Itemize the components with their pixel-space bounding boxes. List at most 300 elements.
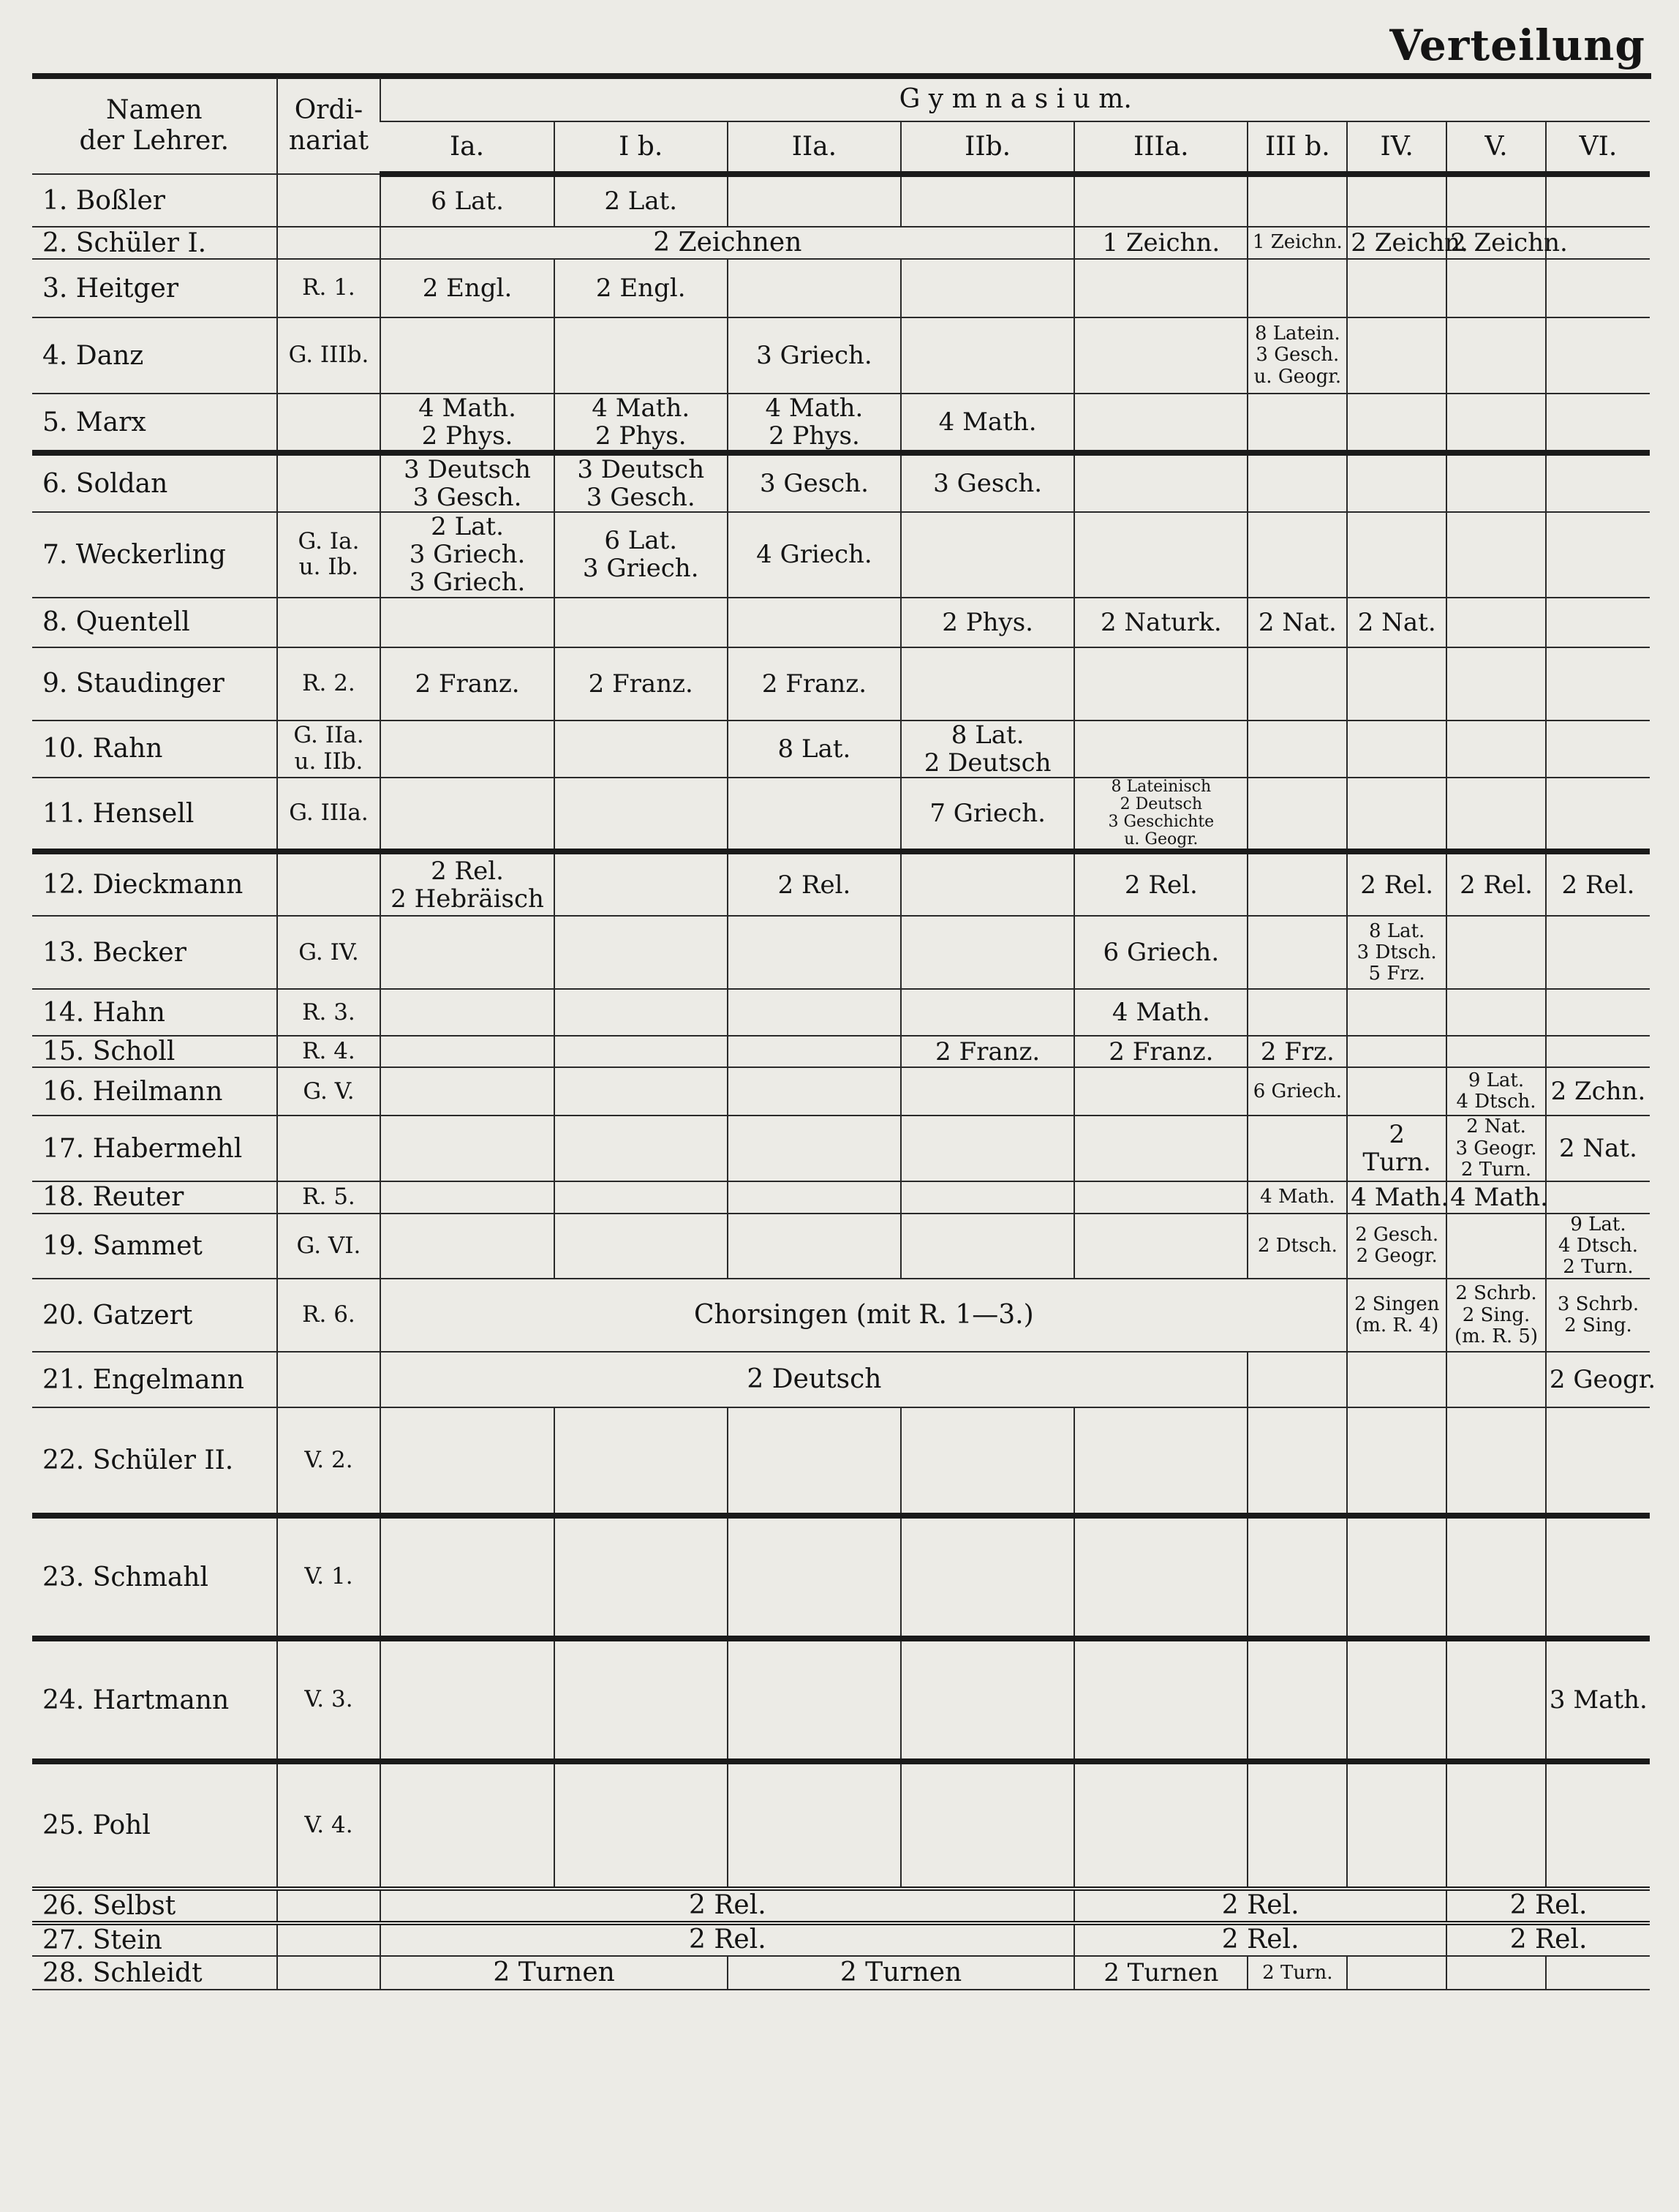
cell-line: 2 Sing. — [1564, 1314, 1632, 1337]
subject-cell-ib — [554, 453, 728, 512]
cell-line: 2 Rel. — [1221, 1890, 1299, 1921]
cell-line: 2 Phys. — [595, 421, 687, 451]
ordinariat-cell — [277, 916, 381, 989]
cell-line: 2 Turnen — [493, 1957, 615, 1987]
subject-cell-iia — [728, 1214, 901, 1279]
subject-cell-ib — [554, 259, 728, 317]
cell-line: 3 Dtsch. — [1357, 941, 1437, 963]
subject-cell-v — [1446, 1516, 1546, 1639]
cell-line: 4 Math. — [418, 394, 516, 423]
subject-cell-v — [1446, 394, 1546, 453]
cell-line: 2 Rel. — [1561, 870, 1635, 900]
cell-line: 2 Turn. — [1460, 1158, 1532, 1181]
subject-cell-iv — [1347, 778, 1446, 852]
subject-cell-iv — [1347, 1036, 1446, 1067]
subject-cell-vi — [1546, 851, 1650, 916]
teacher-row — [32, 394, 1650, 453]
subject-cell-iia — [728, 851, 901, 916]
cell-line: 2 — [1389, 1120, 1405, 1150]
subject-cell-ib — [554, 1214, 728, 1279]
cell-line: 8 Lat. — [1369, 919, 1425, 942]
cell-line: 2 Deutsch — [747, 1363, 882, 1394]
teacher-row — [32, 174, 1650, 227]
subject-cell-ia — [380, 647, 554, 721]
cell-line: (m. R. 4) — [1355, 1314, 1439, 1337]
cell-line: 3 Schrb. — [1557, 1293, 1640, 1315]
subject-cell-iiia — [1074, 394, 1248, 453]
teacher-name: 14. Hahn — [32, 989, 277, 1036]
subject-cell-v — [1446, 512, 1546, 597]
cell-line: 2 Franz. — [588, 669, 693, 699]
cell-line: 3 Gesch. — [933, 469, 1043, 499]
cell-line: 4 Math. — [1260, 1186, 1335, 1208]
cell-line: 3 Gesch. — [759, 469, 869, 499]
teacher-row — [32, 778, 1650, 852]
ordinariat-header-line: nariat — [288, 125, 369, 156]
subject-cell-iv — [1347, 989, 1446, 1036]
cell-line: 3 Geogr. — [1455, 1137, 1537, 1159]
teacher-name: 5. Marx — [32, 394, 277, 453]
subject-cell-iib — [901, 1214, 1074, 1279]
subject-cell-v — [1446, 1639, 1546, 1761]
cell-line: 3 Gesch. — [1256, 344, 1340, 366]
subject-cell-ib — [554, 1036, 728, 1067]
subject-cell-iv — [1347, 1639, 1446, 1761]
subject-cell-v — [1446, 721, 1546, 778]
ordinariat-cell — [277, 1889, 381, 1923]
teacher-row — [32, 1761, 1650, 1889]
cell-line: 2 Phys. — [769, 421, 860, 451]
subject-cell-iia — [728, 778, 901, 852]
cell-line: 2 Rel. — [688, 1890, 766, 1921]
cell-line: 1 Zeichn. — [1252, 231, 1343, 254]
cell-line: R. 2. — [302, 669, 355, 696]
subject-cell-iib — [901, 453, 1074, 512]
cell-line: 2 Rel. — [777, 870, 851, 900]
teacher-row — [32, 1889, 1650, 1923]
subject-cell-iia — [728, 598, 901, 647]
subject-cell-iia — [728, 1067, 901, 1116]
spanning-subject-cell — [1074, 1923, 1446, 1956]
teacher-name: 12. Dieckmann — [32, 851, 277, 916]
subject-cell-v — [1446, 778, 1546, 852]
cell-line: u. IIb. — [294, 748, 363, 775]
subject-cell-v — [1446, 851, 1546, 916]
subject-cell-iib — [901, 1407, 1074, 1516]
subject-cell-v — [1446, 1956, 1546, 1990]
subject-cell-ib — [554, 174, 728, 227]
subject-cell-ia — [380, 598, 554, 647]
subject-cell-iia — [728, 721, 901, 778]
subject-cell-iiib — [1248, 1214, 1347, 1279]
subject-cell-iib — [901, 1181, 1074, 1214]
cell-line: 3 Griech. — [756, 340, 872, 370]
subject-cell-iv — [1347, 1067, 1446, 1116]
ordinariat-cell — [277, 1761, 381, 1889]
cell-line: 8 Lateinisch — [1111, 777, 1212, 796]
teacher-row — [32, 598, 1650, 647]
teacher-name: 18. Reuter — [32, 1181, 277, 1214]
cell-line: 3 Deutsch — [404, 455, 531, 485]
subject-cell-iia — [728, 916, 901, 989]
cell-line: 2 Turn. — [1262, 1961, 1333, 1984]
subject-cell-ia — [380, 778, 554, 852]
subject-cell-iv — [1347, 227, 1468, 259]
subject-cell-iiib — [1248, 916, 1347, 989]
subject-cell-v — [1446, 1761, 1546, 1889]
cell-line: G. Ia. — [298, 527, 360, 554]
subject-cell-v — [1446, 227, 1568, 259]
cell-line: 9 Lat. — [1468, 1069, 1525, 1092]
subject-cell-iiia — [1074, 647, 1248, 721]
cell-line: 2 Phys. — [942, 607, 1033, 637]
subject-cell-iiib — [1248, 174, 1347, 227]
subject-cell-v — [1446, 1407, 1546, 1516]
subject-cell-vi — [1546, 512, 1650, 597]
subject-cell-ib — [554, 916, 728, 989]
subject-cell-vi — [1546, 598, 1650, 647]
cell-line: 2 Zeichn. — [1351, 227, 1468, 257]
cell-line: 8 Lat. — [951, 720, 1025, 750]
cell-line: 2 Schrb. — [1455, 1282, 1537, 1305]
subject-cell-vi — [1546, 647, 1650, 721]
names-header-line: Namen — [105, 95, 203, 126]
cell-line: 2 Franz. — [415, 669, 520, 699]
class-header-iiia: IIIa. — [1074, 121, 1248, 174]
cell-line: 2 Franz. — [935, 1037, 1041, 1066]
cell-line: 3 Gesch. — [412, 483, 522, 513]
subject-cell-ia — [380, 851, 554, 916]
subject-cell-iiia — [1074, 1516, 1248, 1639]
subject-cell-iiia — [1074, 851, 1248, 916]
teacher-row — [32, 647, 1650, 721]
subject-cell-iib — [901, 317, 1074, 394]
cell-line: 2 Phys. — [421, 421, 513, 451]
cell-line: 2 Franz. — [1109, 1037, 1214, 1066]
cell-line: 2 Lat. — [431, 512, 504, 542]
cell-line: 3 Griech. — [582, 554, 699, 584]
ordinariat-cell — [277, 394, 381, 453]
subject-cell-iia — [728, 317, 901, 394]
teacher-name: 20. Gatzert — [32, 1279, 277, 1352]
cell-line: 8 Latein. — [1254, 323, 1340, 345]
teacher-row — [32, 1639, 1650, 1761]
class-header-v: V. — [1446, 121, 1546, 174]
subject-cell-ib — [554, 1181, 728, 1214]
subject-cell-iiia — [1074, 1956, 1248, 1990]
subject-cell-ia — [380, 1181, 554, 1214]
subject-cell-iia — [728, 1639, 901, 1761]
teacher-row — [32, 453, 1650, 512]
subject-cell-iib — [901, 394, 1074, 453]
subject-cell-iv — [1347, 916, 1446, 989]
cell-line: 4 Dtsch. — [1558, 1234, 1638, 1257]
subject-cell-vi — [1546, 1639, 1650, 1761]
subject-cell-v — [1446, 1352, 1546, 1407]
class-header-iv: IV. — [1347, 121, 1446, 174]
teacher-row — [32, 1067, 1650, 1116]
ordinariat-cell — [277, 1279, 381, 1352]
subject-cell-ib — [554, 394, 728, 453]
subject-cell-iiia — [1074, 1181, 1248, 1214]
subject-cell-ia — [380, 1214, 554, 1279]
teacher-row — [32, 1352, 1650, 1407]
subject-cell-ia — [380, 721, 554, 778]
subject-cell-iv — [1347, 453, 1446, 512]
teacher-row — [32, 851, 1650, 916]
subject-cell-v — [1446, 453, 1546, 512]
subject-cell-iiib — [1248, 512, 1347, 597]
subject-cell-iiia — [1074, 1067, 1248, 1116]
subject-cell-iiia — [1074, 1116, 1248, 1181]
subject-cell-iib — [901, 1116, 1074, 1181]
teacher-name: 8. Quentell — [32, 598, 277, 647]
subject-cell-iv — [1347, 1352, 1446, 1407]
teacher-row — [32, 227, 1650, 259]
subject-cell-iib — [901, 647, 1074, 721]
teacher-name: 7. Weckerling — [32, 512, 277, 597]
subject-cell-ia — [380, 1516, 554, 1639]
ordinariat-cell — [277, 851, 381, 916]
subject-cell-ia — [380, 1036, 554, 1067]
subject-cell-iia — [728, 647, 901, 721]
subject-cell-iv — [1347, 512, 1446, 597]
subject-cell-iiib — [1248, 1181, 1347, 1214]
ordinariat-cell — [277, 1214, 381, 1279]
class-header-iib: IIb. — [901, 121, 1074, 174]
subject-cell-v — [1446, 317, 1546, 394]
cell-line: 3 Griech. — [409, 540, 526, 570]
cell-line: (m. R. 5) — [1454, 1325, 1539, 1347]
cell-line: 2 Turnen — [840, 1957, 962, 1987]
subject-cell-ib — [554, 647, 728, 721]
teacher-name: 9. Staudinger — [32, 647, 277, 721]
teacher-name: 15. Scholl — [32, 1036, 277, 1067]
cell-line: G. IIIa. — [289, 800, 369, 827]
teacher-row — [32, 317, 1650, 394]
cell-line: 6 Griech. — [1103, 938, 1220, 968]
subject-cell-iib — [901, 598, 1074, 647]
spanning-subject-cell — [380, 1279, 1347, 1352]
ordinariat-cell — [277, 1956, 381, 1990]
class-header-iiib: III b. — [1248, 121, 1347, 174]
subject-cell-vi — [1546, 1181, 1650, 1214]
page-title: Verteilung — [1389, 20, 1645, 70]
teacher-name: 4. Danz — [32, 317, 277, 394]
subject-cell-ib — [554, 1067, 728, 1116]
cell-line: u. Ib. — [298, 554, 359, 581]
subject-cell-ia — [380, 453, 554, 512]
subject-cell-v — [1446, 1116, 1546, 1181]
ordinariat-cell — [277, 174, 381, 227]
teacher-row — [32, 1407, 1650, 1516]
subject-cell-iiia — [1074, 916, 1248, 989]
subject-cell-iiia — [1074, 453, 1248, 512]
subject-cell-iiib — [1248, 647, 1347, 721]
teacher-name: 21. Engelmann — [32, 1352, 277, 1407]
cell-line: 2 Nat. — [1558, 1134, 1637, 1164]
cell-line: V. 4. — [304, 1811, 353, 1838]
subject-cell-ib — [554, 512, 728, 597]
subject-cell-iiib — [1248, 453, 1347, 512]
subject-cell-vi — [1546, 1067, 1650, 1116]
subject-cell-ib — [554, 851, 728, 916]
subject-cell-iiib — [1248, 227, 1347, 259]
subject-cell-v — [1446, 1214, 1546, 1279]
cell-line: 5 Frz. — [1368, 963, 1425, 985]
cell-line: 8 Lat. — [777, 734, 851, 764]
subject-cell-iiib — [1248, 989, 1347, 1036]
subject-cell-iiib — [1248, 778, 1347, 852]
spanning-subject-cell — [1446, 1923, 1650, 1956]
subject-cell-v — [1446, 1067, 1546, 1116]
teacher-name: 16. Heilmann — [32, 1067, 277, 1116]
subject-cell-iia — [728, 989, 901, 1036]
cell-line: V. 2. — [304, 1446, 353, 1473]
cell-line: 2 Turnen — [1103, 1958, 1219, 1988]
spanning-subject-cell — [1446, 1889, 1650, 1923]
subject-cell-vi — [1546, 721, 1650, 778]
ordinariat-cell — [277, 989, 381, 1036]
subject-cell-iv — [1347, 1761, 1446, 1889]
names-column-header — [32, 78, 277, 174]
subject-cell-iiia — [1074, 721, 1248, 778]
cell-line: 2 Gesch. — [1355, 1224, 1439, 1246]
teacher-name: 11. Hensell — [32, 778, 277, 852]
cell-line: 2 Turn. — [1563, 1256, 1634, 1278]
cell-line: 2 Geogr. — [1356, 1245, 1438, 1268]
teacher-row — [32, 721, 1650, 778]
ordinariat-cell — [277, 317, 381, 394]
cell-line: u. Geogr. — [1124, 830, 1199, 849]
subject-cell-iiia — [1074, 174, 1248, 227]
subject-cell-vi — [1546, 778, 1650, 852]
spanning-subject-cell — [380, 1956, 727, 1990]
cell-line: R. 4. — [302, 1038, 355, 1065]
subject-cell-vi — [1546, 394, 1650, 453]
subject-cell-ia — [380, 317, 554, 394]
cell-line: 2 Nat. — [1258, 607, 1337, 637]
cell-line: 2 Lat. — [604, 187, 678, 217]
teacher-name: 23. Schmahl — [32, 1516, 277, 1639]
teacher-row — [32, 916, 1650, 989]
subject-cell-iib — [901, 778, 1074, 852]
subject-cell-iia — [728, 453, 901, 512]
cell-line: 3 Gesch. — [586, 483, 695, 513]
cell-line: 2 Franz. — [761, 669, 867, 699]
cell-line: 2 Rel. — [1509, 1925, 1588, 1955]
subject-cell-iv — [1347, 1407, 1446, 1516]
cell-line: 2 Nat. — [1466, 1116, 1526, 1138]
cell-line: 1 Zeichn. — [1102, 227, 1220, 257]
subject-cell-vi — [1546, 453, 1650, 512]
subject-cell-v — [1446, 259, 1546, 317]
subject-cell-v — [1446, 916, 1546, 989]
subject-cell-iv — [1347, 259, 1446, 317]
ordinariat-cell — [277, 598, 381, 647]
teacher-name: 2. Schüler I. — [32, 227, 277, 259]
cell-line: 4 Math. — [1351, 1182, 1449, 1212]
teacher-name: 22. Schüler II. — [32, 1407, 277, 1516]
cell-line: 6 Lat. — [431, 187, 504, 217]
subject-cell-vi — [1546, 1279, 1650, 1352]
cell-line: V. 3. — [304, 1686, 353, 1713]
subject-cell-ib — [554, 598, 728, 647]
subject-cell-v — [1446, 1279, 1546, 1352]
teacher-name: 13. Becker — [32, 916, 277, 989]
ordinariat-cell — [277, 453, 381, 512]
teacher-name: 26. Selbst — [32, 1889, 277, 1923]
subject-cell-iv — [1347, 647, 1446, 721]
subject-cell-iiib — [1248, 1036, 1347, 1067]
subject-cell-ia — [380, 512, 554, 597]
cell-line: R. 1. — [302, 274, 355, 301]
subject-cell-iia — [728, 1516, 901, 1639]
teacher-row — [32, 512, 1650, 597]
cell-line: 2 Singen — [1354, 1293, 1440, 1315]
subject-cell-ib — [554, 317, 728, 394]
ordinariat-header-line: Ordi- — [294, 95, 363, 126]
cell-line: 2 Zeichn. — [1450, 227, 1568, 257]
teacher-row — [32, 259, 1650, 317]
subject-cell-iib — [901, 916, 1074, 989]
cell-line: 2 Rel. — [1360, 870, 1434, 900]
subject-cell-ia — [380, 1639, 554, 1761]
cell-line: G. IIa. — [293, 721, 364, 748]
subject-cell-iiia — [1074, 1761, 1248, 1889]
cell-line: 2 Sing. — [1462, 1304, 1531, 1326]
cell-line: 2 Frz. — [1260, 1037, 1335, 1066]
cell-line: 2 Nat. — [1357, 607, 1436, 637]
subject-cell-iiib — [1248, 317, 1347, 394]
subject-cell-iiia — [1074, 989, 1248, 1036]
teacher-row — [32, 1516, 1650, 1639]
subject-cell-iiib — [1248, 1516, 1347, 1639]
subject-cell-ia — [380, 1761, 554, 1889]
cell-line: G. VI. — [296, 1232, 361, 1259]
subject-cell-iiia — [1074, 259, 1248, 317]
subject-cell-iib — [901, 259, 1074, 317]
subject-cell-iv — [1347, 174, 1446, 227]
ordinariat-cell — [277, 512, 381, 597]
cell-line: 3 Deutsch — [577, 455, 705, 485]
subject-cell-ia — [380, 1407, 554, 1516]
subject-cell-iiib — [1248, 1407, 1347, 1516]
teacher-row — [32, 1181, 1650, 1214]
subject-cell-iiia — [1074, 1639, 1248, 1761]
cell-line: 9 Lat. — [1570, 1213, 1626, 1235]
subject-cell-iia — [728, 512, 901, 597]
subject-cell-iib — [901, 1516, 1074, 1639]
ordinariat-cell — [277, 259, 381, 317]
subject-cell-vi — [1546, 1407, 1650, 1516]
teacher-name: 27. Stein — [32, 1923, 277, 1956]
subject-cell-iia — [728, 174, 901, 227]
subject-cell-vi — [1546, 174, 1650, 227]
teacher-row — [32, 1956, 1650, 1990]
class-header-vi: VI. — [1546, 121, 1650, 174]
subject-cell-vi — [1546, 1116, 1650, 1181]
subject-cell-iiib — [1248, 1116, 1347, 1181]
spanning-subject-cell — [728, 1956, 1074, 1990]
cell-line: 3 Griech. — [409, 568, 526, 598]
subject-cell-ia — [380, 394, 554, 453]
cell-line: 2 Rel. — [1221, 1925, 1299, 1955]
subject-cell-ib — [554, 1116, 728, 1181]
spanning-subject-cell — [380, 227, 1074, 259]
subject-cell-v — [1446, 647, 1546, 721]
cell-line: G. V. — [303, 1077, 355, 1105]
